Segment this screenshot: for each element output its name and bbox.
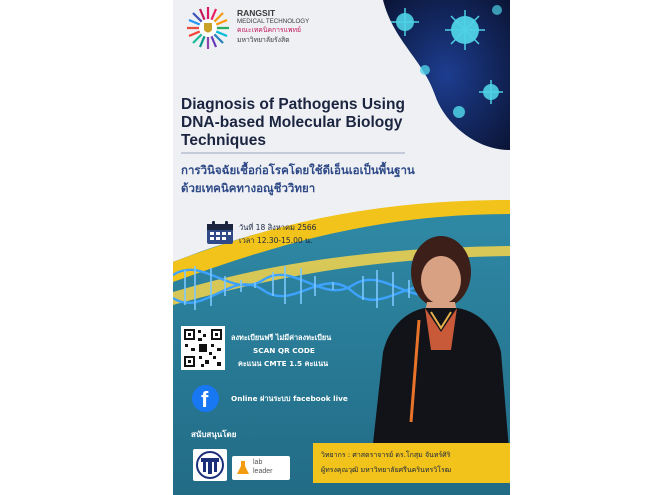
registration-line-1: ลงทะเบียนฟรี ไม่มีค่าลงทะเบียน [231,333,332,342]
qr-code-icon [181,326,225,370]
sponsor-logo-2 [232,456,290,480]
registration-line-3: คะแนน CMTE 1.5 คะแนน [238,359,329,368]
title-en-line-2: DNA-based Molecular Biology [181,114,403,131]
sponsor-logo-1-icon [193,449,227,481]
calendar-icon [206,221,234,245]
org-name-th-2: มหาวิทยาลัยรังสิต [237,36,290,44]
speaker-affiliation: ผู้ทรงคุณวุฒิ มหาวิทยาลัยศรีนครินทรวิโรฒ [321,466,452,474]
sponsor-label: สนับสนุนโดย [191,430,237,439]
title-en-line-3: Techniques [181,132,266,149]
flask-icon [236,460,250,476]
title-th-line-1: การวินิจฉัยเชื้อก่อโรคโดยใช้ดีเอ็นเอเป็นพื้นฐาน [181,163,415,177]
registration-line-2: SCAN QR CODE [253,346,315,355]
title-en-line-1: Diagnosis of Pathogens Using [181,96,405,113]
sponsor-logo-1 [193,449,227,481]
title-th-line-2: ด้วยเทคนิคทางอณูชีววิทยา [181,181,316,195]
sponsor-logo-2-text-1: lab [253,459,263,466]
org-name-en-1: RANGSIT [237,8,276,18]
speaker-name: วิทยากร : ศาสตราจารย์ ดร.โกสุม จันทร์ศิริ [321,451,451,459]
speaker-photo [361,232,510,462]
org-name-en-2: MEDICAL TECHNOLOGY [237,18,310,25]
sponsor-logo-2-text-2: leader [253,468,273,475]
org-name-th-1: คณะเทคนิคการแพทย์ [237,26,301,34]
event-date: วันที่ 18 สิงหาคม 2566 [239,223,317,232]
rangsit-logo-icon [185,5,231,51]
facebook-icon: f [192,385,219,412]
event-time: เวลา 12.30-15.00 น. [239,236,313,245]
online-text: Online ผ่านระบบ facebook live [231,394,348,403]
event-poster [173,0,510,495]
speaker-caption-box [313,443,510,483]
